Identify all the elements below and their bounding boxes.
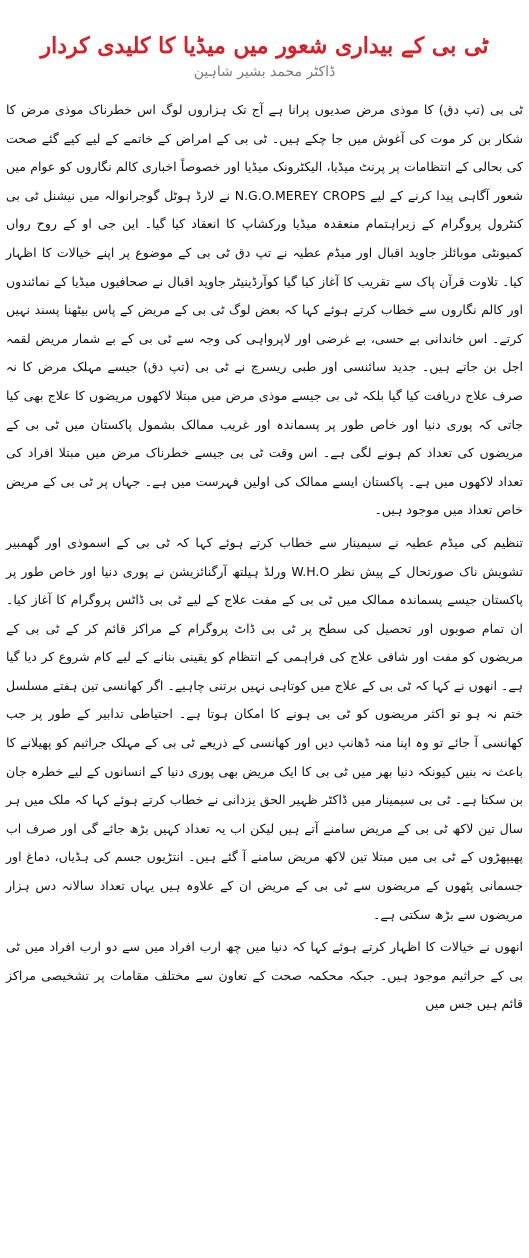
article-paragraph: ٹی بی (تپ دق) کا موذی مرض صدیوں پرانا ہے آج تک ہزاروں لوگ اس خطرناک موذی مرض کا شکار بن کر موت کی آغوش میں جا چکے ہیں۔ ٹی بی کے امراض کے خاتمے کے لیے کیے گئے صحت کی بحالی کے انتظامات پر پرنٹ میڈیا، الیکٹرونک میڈیا اور خصوصاً اخباری کالم نگاروں کو عوام میں شعور آگاہی پیدا کرنے کے لیے N.G.O.MEREY CROPS نے لارڈ ہوٹل گوجرانوالہ میں نیشنل ٹی بی کنٹرول پروگرام کے زیراہتمام منعقدہ میڈیا ورکشاپ کا انعقاد کیا گیا۔ این جی او کے روح رواں کمیونٹی موبائلز جاوید اقبال اور میڈم عطیہ نے تپ دق ٹی بی کے موضوع پر اپنے خیالات کا اظہار کیا۔ تلاوت قرآن پاک سے تقریب کا آغاز کیا گیا کوآرڈینیٹر جاوید اقبال نے صحافیوں میڈیا کے نمائندوں اور کالم نگاروں سے خطاب کرتے ہوئے کہا کہ بعض لوگ ٹی بی کے مریض کے پاس بیٹھنا پسند نہیں کرتے۔ اس خاندانی بے حسی، بے غرضی اور لاپرواہی کی وجہ سے ٹی بی کے بے شمار مریض لقمہ اجل بن جاتے ہیں۔ جدید سائنسی اور طبی ریسرچ نے ٹی بی (تپ دق) جیسے مہلک مرض کا نہ صرف علاج دریافت کیا گیا بلکہ ٹی بی جیسے موذی مرض میں مبتلا لاکھوں مریضوں کا علاج بھی کیا جاتی کہ پوری دنیا اور خاص طور پر پسماندہ اور غریب ممالک بشمول پاکستان میں ٹی بی کے مریضوں کی تعداد کم ہونے لگی ہے۔ اس وقت ٹی بی جیسے خطرناک مرض میں مبتلا افراد کی تعداد لاکھوں میں ہے۔ پاکستان ایسے ممالک کی اولین فہرست میں ہے۔ جہاں پر ٹی بی کے مریض خاص تعداد میں موجود ہیں۔ [6,102,523,518]
article-body [6,96,523,1023]
article-title: ٹی بی کے بیداری شعور میں میڈیا کا کلیدی کردار [40,32,489,59]
article-paragraph: انھوں نے خیالات کا اظہار کرتے ہوئے کہا کہ دنیا میں چھ ارب افراد میں سے دو ارب افراد میں ٹی بی کے جراثیم موجود ہیں۔ جبکہ محکمہ صحت کے تعاون سے مختلف مقامات پر تشخیصی مراکز قائم ہیں جس میں [6,939,523,1012]
author-byline: ڈاکٹر محمد بشیر شاہین [193,64,336,80]
article-paragraph: تنظیم کی میڈم عطیہ نے سیمینار سے خطاب کرتے ہوئے کہا کہ ٹی بی کے اسموذی اور گھمبیر تشویش ناک صورتحال کے پیش نظر W.H.O ورلڈ ہیلتھ آرگنائزیشن نے پوری دنیا اور خاص طور پر پاکستان جیسے پسماندہ ممالک میں ٹی بی کے مفت علاج کے لیے ٹی بی ڈاٹس پروگرام کا آغاز کیا۔ ان تمام صوبوں اور تحصیل کی سطح پر ٹی بی ڈاٹ پروگرام کے مراکز قائم کر کے ٹی بی کے مریضوں کو مفت اور شافی علاج کی فراہمی کے انتظام کو یقینی بنانے کے لیے کام شروع کر دیا گیا ہے۔ انھوں نے کہا کہ ٹی بی کے علاج میں کوتاہی نہیں برتنی چاہیے۔ اگر کھانسی تین ہفتے مسلسل ختم نہ ہو تو اکثر مریضوں کو ٹی بی ہونے کا امکان ہوتا ہے۔ احتیاطی تدابیر کے طور پر جب کھانسی آ جائے تو وہ اپنا منہ ڈھانپ دیں اور کھانسی کے ذریعے ٹی بی کے مہلک جراثیم کو پھیلانے کا باعث نہ بنیں کیونکہ دنیا بھر میں ٹی بی کا ایک مریض بھی پوری دنیا کے انسانوں کے لیے خطرہ جان بن سکتا ہے۔ ٹی بی سیمینار میں ڈاکٹر ظہیر الحق یزدانی نے خطاب کرتے ہوئے کہا کہ ملک میں ہر سال تین لاکھ ٹی بی کے مریض سامنے آتے ہیں لیکن اب یہ تعداد کہیں بڑھ جائے گی اور صرف اب پھیپھڑوں کے ٹی بی میں مبتلا تین لاکھ مریض سامنے آ گئے ہیں۔ انتڑیوں جسم کی ہڈیاں، دماغ اور جسمانی پٹھوں کے مریضوں سے ٹی بی کے مریض ان کے علاوہ ہیں یہاں تعداد سالانہ دس ہزار مریضوں سے بڑھ سکتی ہے۔ [6,534,523,922]
